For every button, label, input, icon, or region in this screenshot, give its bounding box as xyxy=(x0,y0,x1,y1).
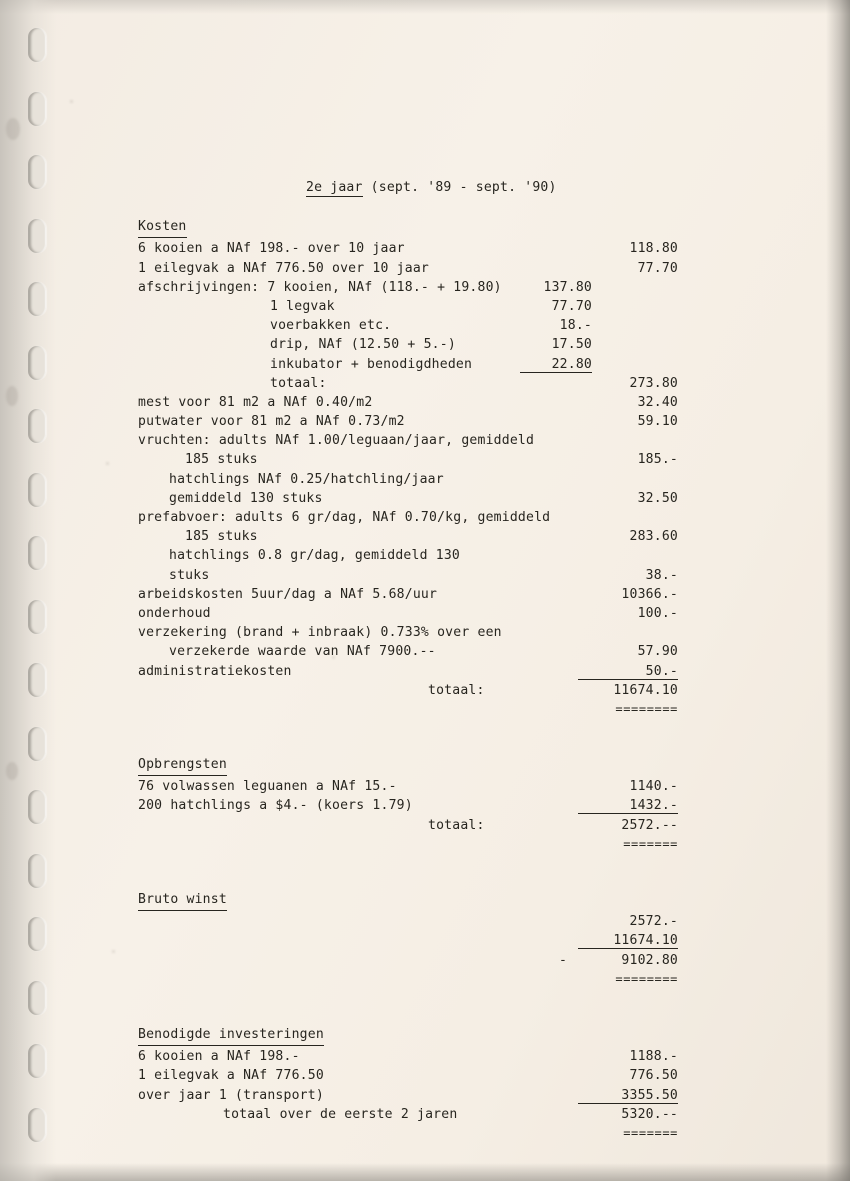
amount: 32.50 xyxy=(637,490,678,506)
amount: 776.50 xyxy=(629,1068,678,1084)
document-line xyxy=(138,470,698,489)
punch-hole xyxy=(28,219,46,253)
line-label: prefabvoer: adults 6 gr/dag, NAf 0.70/kg, gemiddeld xyxy=(138,510,551,526)
line-label: 76 volwassen leguanen a NAf 15.- xyxy=(138,779,397,795)
punch-hole xyxy=(28,92,46,126)
document-line xyxy=(138,412,698,431)
double-rule: ======= xyxy=(623,836,678,851)
punch-hole xyxy=(28,727,46,761)
amount: 283.60 xyxy=(629,529,678,545)
amount: 10366.- xyxy=(621,586,678,602)
document-line xyxy=(138,585,698,604)
subtotal-amount: 17.50 xyxy=(551,337,592,353)
section-gap xyxy=(138,854,698,890)
document-line xyxy=(138,297,698,316)
document-line xyxy=(138,1047,698,1066)
document-line xyxy=(138,931,698,950)
subtotal-amount: 77.70 xyxy=(551,298,592,314)
line-label: voerbakken etc. xyxy=(270,318,392,334)
amount: 38.- xyxy=(645,567,678,583)
line-label: totaal: xyxy=(270,375,327,391)
line-label: totaal over de eerste 2 jaren xyxy=(223,1106,458,1122)
punch-hole xyxy=(28,536,46,570)
section-heading-row xyxy=(138,1025,698,1047)
document-line xyxy=(138,393,698,412)
document-line xyxy=(138,335,698,354)
document-line xyxy=(138,912,698,931)
document-line xyxy=(138,508,698,527)
section-gap xyxy=(138,719,698,755)
line-label: arbeidskosten 5uur/dag a NAf 5.68/uur xyxy=(138,586,438,602)
amount: 59.10 xyxy=(637,414,678,430)
punch-hole xyxy=(28,790,46,824)
document-line xyxy=(138,546,698,565)
document-line xyxy=(138,796,698,815)
double-rule: ======== xyxy=(615,701,678,716)
double-rule: ======== xyxy=(615,971,678,986)
amount: 11674.10 xyxy=(613,682,678,698)
line-label: verzekering (brand + inbraak) 0.733% over een xyxy=(138,625,502,641)
page-edge-shadow-right xyxy=(826,0,850,1181)
line-label: hatchlings NAf 0.25/hatchling/jaar xyxy=(169,471,444,487)
document-line xyxy=(138,527,698,546)
section-heading-row xyxy=(138,217,698,239)
line-label: afschrijvingen: 7 kooien, NAf (118.- + 19.80) xyxy=(138,279,502,295)
punch-hole xyxy=(28,917,46,951)
document-line xyxy=(138,450,698,469)
line-label: 6 kooien a NAf 198.- xyxy=(138,1049,300,1065)
document-line xyxy=(138,489,698,508)
document-line xyxy=(138,835,698,854)
document-line xyxy=(138,1105,698,1124)
amount: 3355.50 xyxy=(578,1086,678,1104)
page-edge-shadow-bottom xyxy=(0,1163,850,1181)
document-line xyxy=(138,777,698,796)
document-line xyxy=(138,681,698,700)
punch-hole xyxy=(28,28,46,62)
line-label: 200 hatchlings a $4.- (koers 1.79) xyxy=(138,798,413,814)
paper-speck xyxy=(106,462,109,465)
section-gap xyxy=(138,989,698,1025)
amount: 100.- xyxy=(637,605,678,621)
document-line xyxy=(138,604,698,623)
paper-smudge xyxy=(6,118,20,140)
document-line xyxy=(138,1066,698,1085)
section-heading-row xyxy=(138,755,698,777)
document-title xyxy=(138,178,698,197)
punch-hole xyxy=(28,282,46,316)
punch-hole xyxy=(28,473,46,507)
punch-hole xyxy=(28,600,46,634)
document-line xyxy=(138,259,698,278)
amount: 32.40 xyxy=(637,394,678,410)
line-label: stuks xyxy=(169,567,210,583)
document-line xyxy=(138,374,698,393)
punch-hole xyxy=(28,155,46,189)
line-label: inkubator + benodigdheden xyxy=(270,356,473,372)
section-heading: Kosten xyxy=(138,217,187,238)
section-heading-row xyxy=(138,890,698,912)
punch-hole xyxy=(28,1044,46,1078)
punch-hole xyxy=(28,346,46,380)
amount: 185.- xyxy=(637,452,678,468)
page-edge-shadow-top xyxy=(0,0,850,14)
amount: 1188.- xyxy=(629,1049,678,1065)
paper-speck xyxy=(70,100,73,103)
subtotal-amount: 22.80 xyxy=(520,355,592,373)
amount: 118.80 xyxy=(629,241,678,257)
paper-speck xyxy=(112,950,115,953)
line-label: 1 legvak xyxy=(270,298,335,314)
subtotal-amount: 137.80 xyxy=(543,279,592,295)
line-label: 185 stuks xyxy=(185,529,258,545)
document-line xyxy=(138,816,698,835)
amount: 50.- xyxy=(578,662,678,680)
amount: 273.80 xyxy=(629,375,678,391)
amount: 57.90 xyxy=(637,644,678,660)
line-label: vruchten: adults NAf 1.00/leguaan/jaar, gemiddeld xyxy=(138,433,535,449)
document-line xyxy=(138,623,698,642)
document-line xyxy=(138,700,698,719)
amount: 2572.- xyxy=(629,914,678,930)
line-label: drip, NAf (12.50 + 5.-) xyxy=(270,337,456,353)
line-label: hatchlings 0.8 gr/dag, gemiddeld 130 xyxy=(169,548,460,564)
subtotal-amount: 18.- xyxy=(559,318,592,334)
document-line xyxy=(138,662,698,681)
section-heading: Benodigde investeringen xyxy=(138,1025,324,1046)
line-label: putwater voor 81 m2 a NAf 0.73/m2 xyxy=(138,414,405,430)
document-title-rest: (sept. '89 - sept. '90) xyxy=(362,180,557,195)
document-line xyxy=(138,431,698,450)
section-heading: Opbrengsten xyxy=(138,755,227,776)
paper-smudge xyxy=(6,762,18,780)
document-sections xyxy=(138,217,698,1143)
paper-smudge xyxy=(6,386,18,406)
punch-hole xyxy=(28,1108,46,1142)
line-label: 185 stuks xyxy=(185,452,258,468)
line-label: onderhoud xyxy=(138,605,211,621)
document-title-underlined: 2e jaar xyxy=(306,180,363,195)
punch-hole xyxy=(28,409,46,443)
amount: 77.70 xyxy=(637,260,678,276)
document-line xyxy=(138,1124,698,1143)
line-label: over jaar 1 (transport) xyxy=(138,1087,324,1103)
line-label: 1 eilegvak a NAf 776.50 xyxy=(138,1068,324,1084)
punch-hole xyxy=(28,981,46,1015)
punch-hole xyxy=(28,854,46,888)
total-label: totaal: xyxy=(428,817,485,833)
typed-document-body xyxy=(138,178,698,1143)
line-label: 1 eilegvak a NAf 776.50 over 10 jaar xyxy=(138,260,429,276)
amount: 9102.80 xyxy=(621,952,678,968)
document-line xyxy=(138,951,698,970)
document-line xyxy=(138,1086,698,1105)
document-line xyxy=(138,239,698,258)
line-label: mest voor 81 m2 a NAf 0.40/m2 xyxy=(138,394,373,410)
document-line xyxy=(138,566,698,585)
document-line xyxy=(138,642,698,661)
amount: 2572.-- xyxy=(621,817,678,833)
section-heading: Bruto winst xyxy=(138,890,227,911)
amount: 1432.- xyxy=(578,796,678,814)
document-line xyxy=(138,316,698,335)
amount: 1140.- xyxy=(629,779,678,795)
total-label: totaal: xyxy=(428,682,485,698)
punch-hole xyxy=(28,663,46,697)
document-line xyxy=(138,970,698,989)
document-line xyxy=(138,278,698,297)
document-line xyxy=(138,355,698,374)
line-label: gemiddeld 130 stuks xyxy=(169,490,323,506)
line-label: 6 kooien a NAf 198.- over 10 jaar xyxy=(138,241,405,257)
minus-sign: - xyxy=(558,952,568,968)
line-label: administratiekosten xyxy=(138,663,292,679)
double-rule: ======= xyxy=(623,1125,678,1140)
amount: 5320.-- xyxy=(621,1106,678,1122)
amount: 11674.10 xyxy=(578,931,678,949)
line-label: verzekerde waarde van NAf 7900.-- xyxy=(169,644,436,660)
